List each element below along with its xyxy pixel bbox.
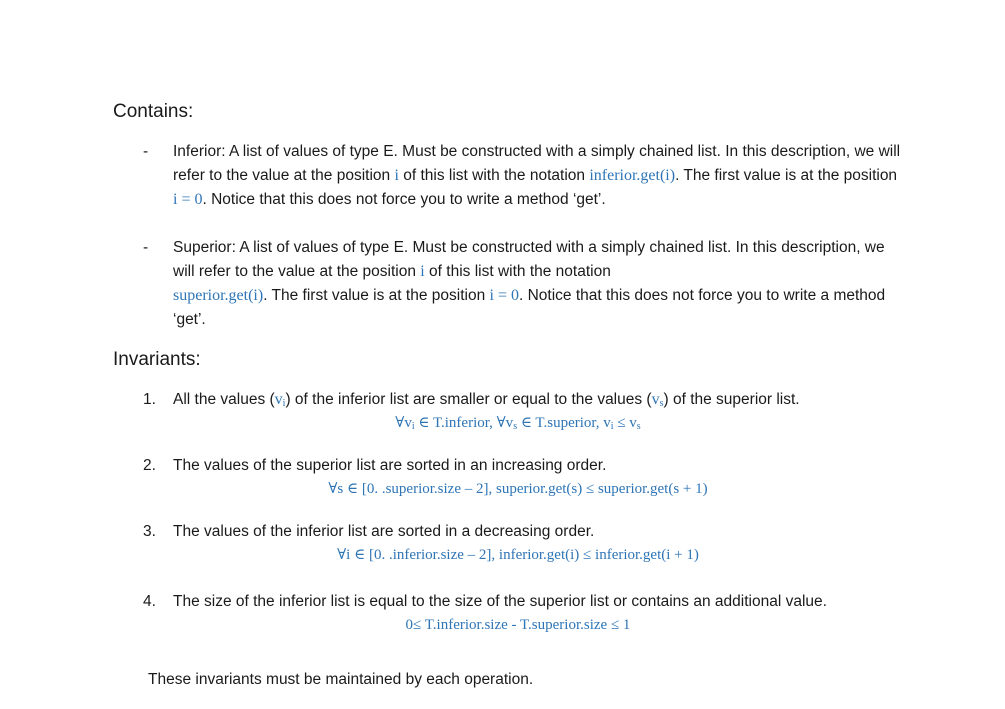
- math-notation: superior.get(i): [173, 287, 264, 304]
- invariant-number: 3.: [143, 523, 156, 540]
- invariant-formula: ∀i ∈ [0. .inferior.size – 2], inferior.get(i) ≤ inferior.get(i + 1): [337, 547, 699, 563]
- invariant-text: The values of the superior list are sorted in an increasing order.: [173, 457, 607, 474]
- invariant-number: 1.: [143, 391, 156, 408]
- invariant-formula: 0≤ T.inferior.size - T.superior.size ≤ 1: [405, 617, 631, 633]
- math-notation: inferior.get(i): [589, 167, 676, 184]
- invariant-number: 2.: [143, 457, 156, 474]
- bullet-dash: -: [143, 143, 149, 160]
- footer-note: These invariants must be maintained by each operation.: [148, 671, 534, 688]
- bullet-dash: -: [143, 239, 149, 256]
- text-segment: ) of the inferior list are smaller or equal to the values (: [285, 391, 652, 408]
- math-expression: i = 0: [173, 191, 203, 208]
- invariant-number: 4.: [143, 593, 156, 610]
- text-segment: . The first value is at the position: [675, 167, 898, 184]
- math-index: i: [394, 167, 399, 184]
- math-variable: $v_s$: [651, 391, 664, 409]
- superior-description: [173, 236, 903, 332]
- text-segment: ) of the superior list.: [663, 391, 800, 408]
- text-segment: . Notice that this does not force you to write a method ‘get’.: [202, 191, 606, 208]
- math-index: i: [420, 263, 425, 280]
- invariant-text: The values of the inferior list are sorted in a decreasing order.: [173, 523, 595, 540]
- invariant-formula: $\forall v_i$ ∈ T.inferior, $\forall v_s$ ∈ T.superior, $v_i \le v_s$: [395, 415, 641, 432]
- invariant-text: The size of the inferior list is equal to the size of the superior list or contains an additional value.: [173, 593, 827, 610]
- text-segment: of this list with the notation: [424, 263, 611, 280]
- inferior-description: [173, 140, 903, 212]
- math-expression: i = 0: [489, 287, 519, 304]
- math-variable: $v_i$: [274, 391, 286, 409]
- text-segment: All the values (: [173, 391, 275, 408]
- text-segment: . Notice that this does not force you to write a method ‘get’.: [173, 287, 886, 328]
- text-segment: of this list with the notation: [398, 167, 590, 184]
- invariants-heading: Invariants:: [113, 349, 201, 370]
- text-segment: Inferior: A list of values of type E. Must be constructed with a simply chained list. In this description, we will refer to the value at the position: [173, 143, 901, 184]
- contains-heading: Contains:: [113, 101, 194, 122]
- invariant-formula: ∀s ∈ [0. .superior.size – 2], superior.get(s) ≤ superior.get(s + 1): [328, 481, 708, 497]
- text-segment: . The first value is at the position: [263, 287, 490, 304]
- text-segment: Superior: A list of values of type E. Must be constructed with a simply chained list. In this description, we will refer to the value at the position: [173, 239, 885, 280]
